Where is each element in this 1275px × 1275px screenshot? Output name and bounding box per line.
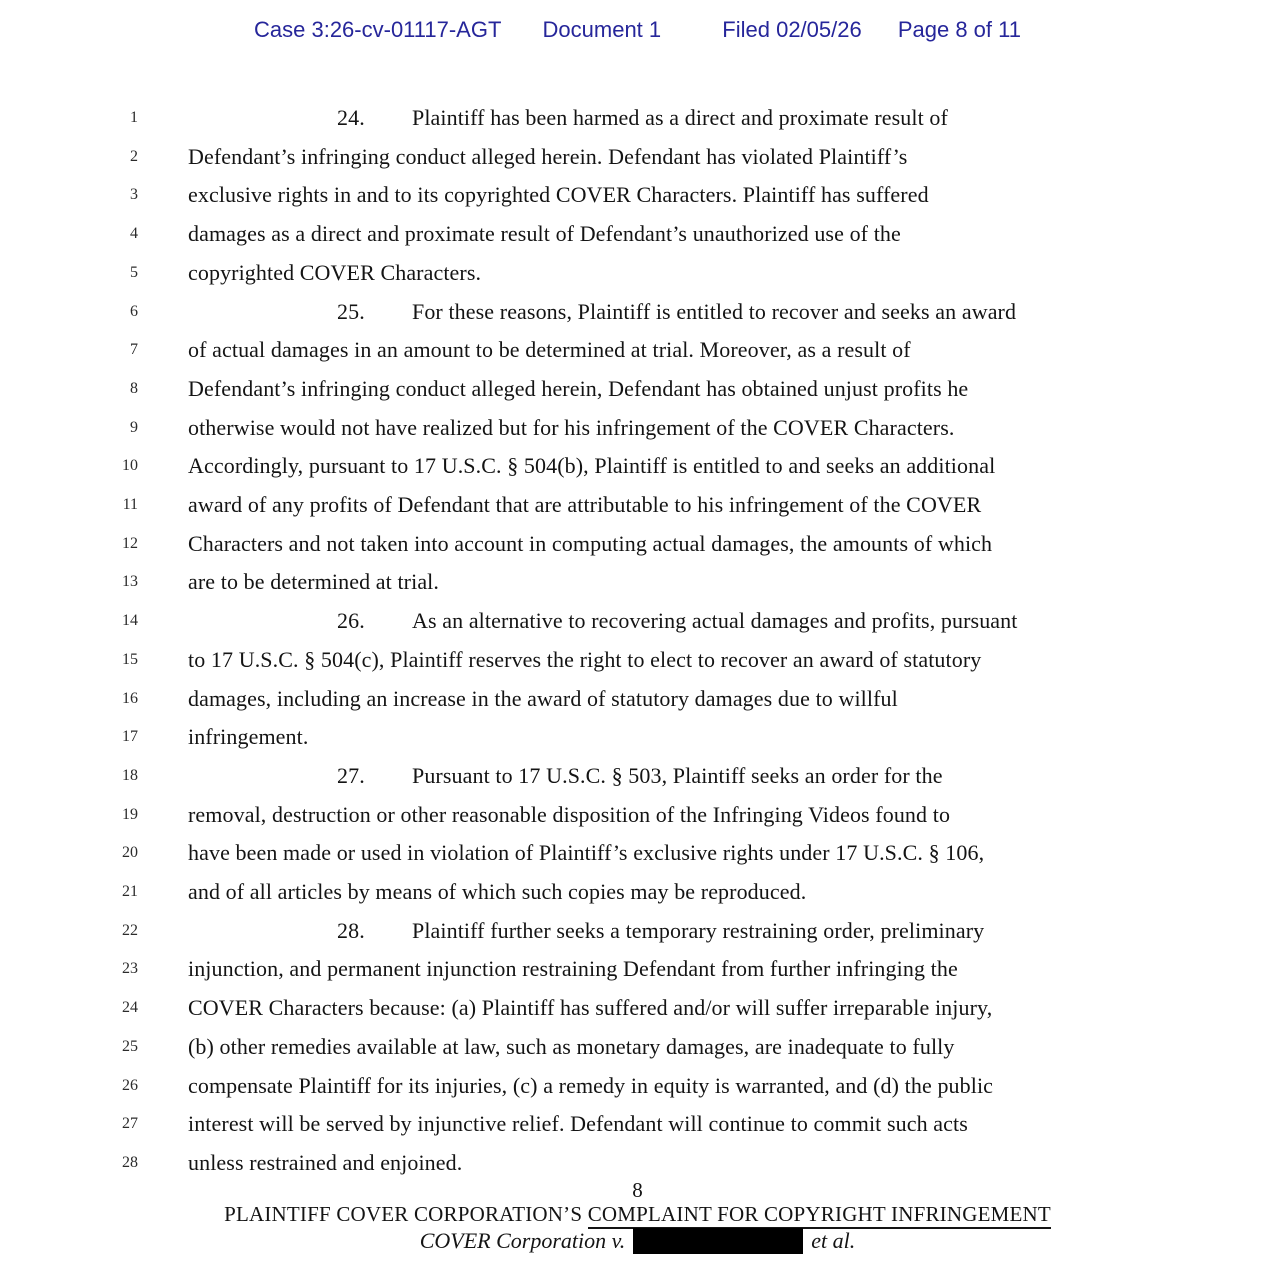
line-text xyxy=(188,568,439,596)
body-line xyxy=(0,607,1275,641)
body-line xyxy=(0,762,1275,796)
line-text-content: award of any profits of Defendant that are attributable to his infringement of the COVER xyxy=(188,492,982,517)
line-text-content: Defendant’s infringing conduct alleged herein. Defendant has violated Plaintiff’s xyxy=(188,143,908,169)
line-text-content: Accordingly, pursuant to 17 U.S.C. § 504(b), Plaintiff is entitled to and seeks an additional xyxy=(188,453,996,479)
line-text-content: exclusive rights in and to its copyrighted COVER Characters. Plaintiff has suffered xyxy=(188,182,929,208)
line-text-content: Defendant’s infringing conduct alleged herein, Defendant has obtained unjust profits he xyxy=(188,375,969,401)
body-line xyxy=(0,181,1275,215)
paragraph-number: 25. xyxy=(337,298,365,324)
caption-right: et al. xyxy=(811,1228,856,1253)
footer-title-plain: PLAINTIFF COVER CORPORATION’S xyxy=(224,1202,588,1226)
line-number: 20 xyxy=(122,844,138,862)
line-text xyxy=(188,452,995,480)
line-text-content: removal, destruction or other reasonable disposition of the Infringing Videos found to xyxy=(188,801,951,827)
line-text xyxy=(188,143,907,171)
line-number: 25 xyxy=(122,1037,138,1055)
footer-case-caption xyxy=(0,1228,1275,1254)
line-text-content: Characters and not taken into account in computing actual damages, the amounts of which xyxy=(188,530,993,556)
line-number: 11 xyxy=(122,496,138,513)
body-line xyxy=(0,723,1275,757)
body-line xyxy=(0,530,1275,564)
line-text xyxy=(188,104,948,132)
line-text xyxy=(188,1033,954,1061)
line-text-content: infringement. xyxy=(188,724,309,750)
line-text-content: injunction, and permanent injunction restraining Defendant from further infringing the xyxy=(188,956,958,982)
line-text xyxy=(188,220,901,248)
line-number: 28 xyxy=(122,1153,138,1171)
line-number: 18 xyxy=(122,766,138,784)
footer-page-number: 8 xyxy=(632,1178,643,1202)
line-text xyxy=(188,336,911,364)
line-text xyxy=(188,1110,968,1138)
line-text-content: Pursuant to 17 U.S.C. § 503, Plaintiff seeks an order for the xyxy=(412,762,943,788)
line-text xyxy=(188,955,958,983)
line-number: 17 xyxy=(122,728,138,746)
body-line xyxy=(0,955,1275,989)
document-number: Document 1 xyxy=(542,17,662,42)
body-line xyxy=(0,298,1275,332)
body-line xyxy=(0,220,1275,254)
line-number: 21 xyxy=(122,883,138,900)
body-line xyxy=(0,646,1275,680)
body-line xyxy=(0,801,1275,835)
line-number: 15 xyxy=(122,650,138,668)
line-number: 8 xyxy=(130,379,138,397)
body-line xyxy=(0,878,1275,912)
line-text xyxy=(188,839,984,867)
line-text xyxy=(188,181,929,209)
line-text-content: and of all articles by means of which such copies may be reproduced. xyxy=(188,879,807,904)
line-number: 14 xyxy=(122,612,138,630)
line-number: 26 xyxy=(122,1076,138,1094)
paragraph-number: 27. xyxy=(337,762,365,788)
body-line xyxy=(0,336,1275,370)
line-text xyxy=(188,646,981,674)
line-number: 5 xyxy=(130,263,138,281)
line-text-content: Plaintiff has been harmed as a direct and proximate result of xyxy=(412,105,948,130)
line-text xyxy=(188,878,806,906)
line-text-content: compensate Plaintiff for its injuries, (c) a remedy in equity is warranted, and (d) the public xyxy=(188,1072,994,1098)
body-line xyxy=(0,143,1275,177)
line-text xyxy=(188,414,954,442)
paragraph-number: 28. xyxy=(337,917,365,943)
line-text-content: As an alternative to recovering actual damages and profits, pursuant xyxy=(412,608,1018,634)
line-text xyxy=(188,994,992,1022)
line-text-content: have been made or used in violation of Plaintiff’s exclusive rights under 17 U.S.C. § 106, xyxy=(188,840,985,866)
line-text-content: (b) other remedies available at law, such as monetary damages, are inadequate to fully xyxy=(188,1033,955,1059)
body-line xyxy=(0,414,1275,448)
line-text xyxy=(188,685,898,713)
paragraph-number: 26. xyxy=(337,608,365,634)
body-line xyxy=(0,491,1275,525)
footer-document-title xyxy=(0,1202,1275,1227)
caption-left: COVER Corporation v. xyxy=(419,1228,626,1253)
line-number: 6 xyxy=(130,302,138,320)
footer-title-underlined: COMPLAINT FOR COPYRIGHT INFRINGEMENT xyxy=(588,1202,1051,1229)
body-line xyxy=(0,917,1275,951)
line-number: 3 xyxy=(130,186,138,204)
line-text-content: unless restrained and enjoined. xyxy=(188,1149,463,1175)
line-text-content: For these reasons, Plaintiff is entitled to recover and seeks an award xyxy=(412,298,1017,324)
line-text xyxy=(188,723,308,751)
line-number: 7 xyxy=(130,341,138,359)
body-line xyxy=(0,839,1275,873)
line-text xyxy=(188,762,943,790)
line-number: 19 xyxy=(122,805,138,823)
line-number: 9 xyxy=(130,418,138,436)
line-text-content: copyrighted COVER Characters. xyxy=(188,259,482,285)
line-number: 12 xyxy=(122,534,138,552)
paragraph-number: 24. xyxy=(337,105,365,130)
line-text-content: Plaintiff further seeks a temporary restraining order, preliminary xyxy=(412,917,985,943)
body-line xyxy=(0,452,1275,486)
body-line xyxy=(0,1110,1275,1144)
body-line xyxy=(0,1072,1275,1106)
body-line xyxy=(0,104,1275,138)
line-text xyxy=(188,1072,993,1100)
line-text xyxy=(188,259,481,287)
body-line xyxy=(0,375,1275,409)
filed-date: Filed 02/05/26 xyxy=(722,17,862,42)
line-text xyxy=(188,298,1016,326)
body-line xyxy=(0,259,1275,293)
line-text-content: of actual damages in an amount to be determined at trial. Moreover, as a result of xyxy=(188,337,911,363)
page-indicator: Page 8 of 11 xyxy=(897,17,1021,42)
body-line xyxy=(0,994,1275,1028)
line-number: 16 xyxy=(122,689,138,707)
line-text xyxy=(188,801,950,829)
line-text-content: damages as a direct and proximate result of Defendant’s unauthorized use of the xyxy=(188,221,901,247)
redaction-box xyxy=(633,1228,803,1254)
case-number: Case 3:26-cv-01117-AGT xyxy=(254,17,502,42)
line-number: 22 xyxy=(122,921,138,939)
line-text-content: damages, including an increase in the award of statutory damages due to willful xyxy=(188,685,898,711)
line-text-content: interest will be served by injunctive relief. Defendant will continue to commit such acts xyxy=(188,1111,968,1137)
body-line xyxy=(0,685,1275,719)
line-number: 1 xyxy=(130,109,138,126)
line-text-content: are to be determined at trial. xyxy=(188,569,439,595)
line-number: 13 xyxy=(122,573,138,591)
line-text xyxy=(188,1149,462,1177)
line-number: 27 xyxy=(122,1115,138,1133)
line-text-content: to 17 U.S.C. § 504(c), Plaintiff reserves the right to elect to recover an award of statutory xyxy=(188,646,982,672)
line-text-content: COVER Characters because: (a) Plaintiff has suffered and/or will suffer irreparable injury, xyxy=(188,995,993,1021)
line-number: 24 xyxy=(122,999,138,1017)
line-text xyxy=(188,491,981,519)
line-text xyxy=(188,375,968,403)
line-number: 10 xyxy=(122,457,138,475)
body-line xyxy=(0,1033,1275,1067)
line-text xyxy=(188,917,984,945)
body-line xyxy=(0,568,1275,602)
line-number: 2 xyxy=(130,147,138,165)
line-text-content: otherwise would not have realized but for his infringement of the COVER Characters. xyxy=(188,414,955,440)
line-text xyxy=(188,530,992,558)
line-number: 4 xyxy=(130,225,138,243)
line-number: 23 xyxy=(122,960,138,978)
line-text xyxy=(188,607,1017,635)
